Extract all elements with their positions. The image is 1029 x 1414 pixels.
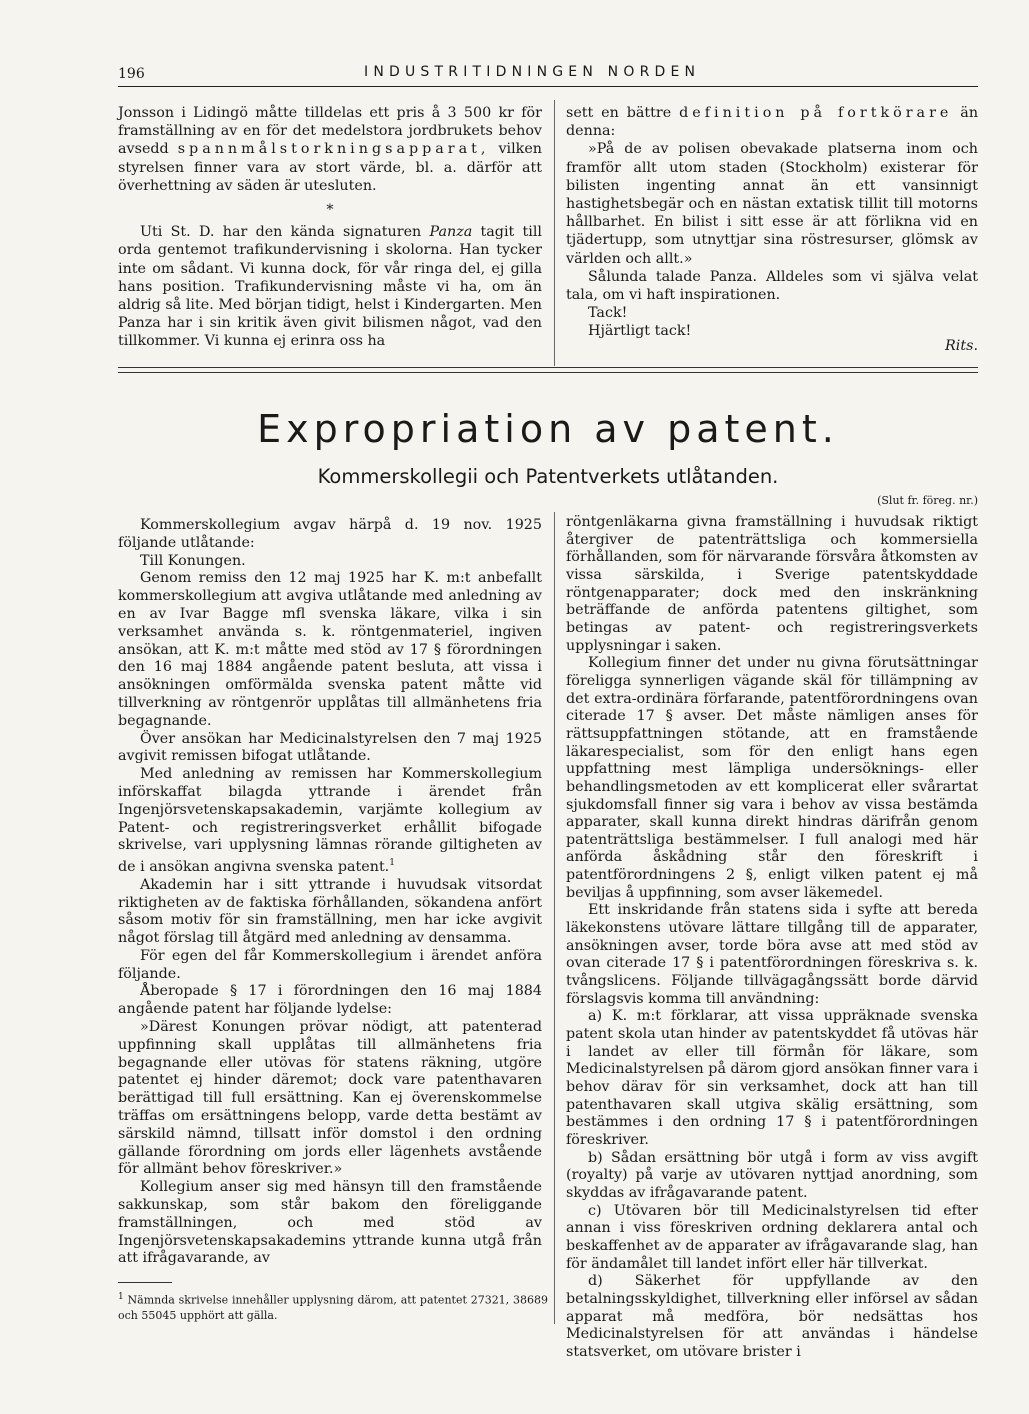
list-item-a: a) K. m:t förklarar, att vissa uppräknade svenska patent skola utan hinder av patentskyddet få utövas här i landet av eller till förmån för läkare, som Medicinalstyrelsen på därom gjord ansökan finner vara i behov därav för sin verksamhet, dock att han till patenthavaren skall utgiva skälig ersättning, som bestämmes i den ordning 17 § i patentförordningen föreskriver. bbox=[566, 1008, 978, 1148]
running-head: INDUSTRITIDNINGEN NORDEN bbox=[364, 64, 701, 80]
top-left-column bbox=[118, 104, 542, 351]
body-paragraph: Kollegium finner det under nu givna förutsättningar föreligga synnerligen vägande skäl för tillämpning av det extra-ordinära förfarande, patentförordningens ovan citerade 17 § avser. Det måste nämligen anses för rättsuppfattningen stötande, att en framstående läkarespecialist, som för den enligt hans egen uppfattning mest lämpliga undersöknings- eller behandlingsmetoden av ett komplicerat eller svårartat sjukdomsfall finner sig vara i behov av vissa bestämda apparater, skall kunna direkt hindras därifrån genom patenträttsliga bestämmelser. I full analogi med här anförda åskådning står den föreskrift i patentförordningens 2 §, enligt vilken patent ej må beviljas å uppfinning, som avser läkemedel. bbox=[566, 655, 978, 901]
body-paragraph bbox=[118, 766, 542, 877]
body-paragraph: Ett inskridande från statens sida i syfte att bereda läkekonstens utövare lättare tillgång till de apparater, ansökningen avser, torde böra avse att med stöd av ovan citerade 17 § i patentförordningen föreskriva s. k. tvångslicens. Följande tillvägagångssätt borde därvid förslagsvis komma till användning: bbox=[566, 902, 978, 1007]
body-paragraph: Akademin har i sitt yttrande i huvudsak vitsordat riktigheten av de faktiska förhållanden, sökandena anfört såsom motiv för sin framställning, men har icke avgivit något förslag till åtgärd med anledning av densamma. bbox=[118, 876, 542, 947]
body-paragraph: Genom remiss den 12 maj 1925 har K. m:t anbefallt kommerskollegium att avgiva utlåtande med anledning av en av Ivar Bagge mfl svenska läkare, vilka i sin verksamhet använda s. k. röntgenmateriel, ingiven ansökan, att K. m:t måtte med stöd av 17 § förordningen den 16 maj 1884 angående patent besluta, att vissa i ansökningen omförmälda svenska patent måtte vid tillverkning av röntgenrör upplåtas till allmänhetens fria begagnande. bbox=[118, 570, 542, 729]
spaced-term: definition på fortkörare bbox=[679, 105, 953, 121]
list-item-c: c) Utövaren bör till Medicinalstyrelsen tid efter annan i viss föreskriven ordning deklarera antal och beskaffenhet av de apparater av ifrågavarande slag, han för ändamålet till landet infört eller här tillverkat. bbox=[566, 1202, 978, 1272]
bottom-right-column bbox=[566, 514, 978, 1362]
quote-paragraph: »På de av polisen obevakade platserna inom och framför allt utom staden (Stockholm) existerar för bilisten ingenting annat än ett vansinnigt hastighetsbegär och en nästan extatisk tillit till motorns hållbarhet. En bilist i sitt esse är att förlikna vid en tjädertupp, som utnyttjar sina röstresurser, glömsk av världen och allt.» bbox=[566, 141, 978, 267]
author-signature: Rits. bbox=[945, 337, 978, 354]
article-subtitle: Kommerskollegii och Patentverkets utlåtanden. bbox=[317, 465, 779, 488]
list-item-d: d) Säkerhet för uppfyllande av den betalningsskyldighet, tillverkning eller införsel av sådan apparat må medföra, bör nedsättas hos Medicinalstyrelsen för att användas i händelse statsverket, om utövare brister i bbox=[566, 1273, 978, 1360]
continued-note: (Slut fr. föreg. nr.) bbox=[877, 494, 978, 507]
column-divider bbox=[554, 512, 555, 1324]
body-paragraph: Åberopade § 17 i förordningen den 16 maj 1884 angående patent har följande lydelse: bbox=[118, 983, 542, 1018]
footnote-marker: 1 bbox=[389, 858, 395, 869]
section-rule bbox=[118, 372, 978, 373]
thanks-line-2: Hjärtligt tack! bbox=[588, 323, 692, 340]
text-segment: Jonsson i Lidingö måtte tilldelas ett pris å 3 500 kr för framställning av en för det medelstora jordbrukets behov avsedd bbox=[118, 105, 542, 158]
thanks-line: Tack! bbox=[588, 305, 628, 322]
top-right-paragraph-3: Sålunda talade Panza. Alldeles som vi själva velat tala, om vi haft inspirationen. bbox=[566, 268, 978, 304]
text-segment: tagit till orda gentemot trafikundervisning i skolorna. Han tycker inte om sådant. Vi kunna dock, för vår ringa del, ej gilla hans position. Trafikundervisning måste vi ha, om än aldrig så lite. Med början tidigt, helst i Kindergarten. Men Panza har i sin kritik även givit bilismen något, vad den tillkommer. Vi kunna ej erinra oss ha bbox=[118, 224, 542, 350]
text-segment: vilken styrelsen finner vara av stort värde, bl. a. därför att överhettning av säden är utesluten. bbox=[118, 141, 543, 194]
signature-panza: Panza bbox=[429, 224, 473, 241]
top-right-paragraph-1 bbox=[566, 104, 978, 140]
spaced-term: spannmålstorkningsapparat, bbox=[177, 141, 490, 158]
top-right-column bbox=[566, 104, 978, 355]
body-paragraph: För egen del får Kommerskollegium i ärendet anföra följande. bbox=[118, 947, 542, 982]
bottom-left-column bbox=[118, 517, 542, 1268]
statute-quote: »Därest Konungen prövar nödigt, att patenterad uppfinning skall upplåtas till allmänhetens fria begagnande eller utövas för statens räkning, utgöre patentet ej hinder däremot; dock vare patenthavaren berättigad till full ersättning. Kan ej överenskommelse träffas om ersättningens belopp, varde detta bestämt av särskild nämnd, tillsatt inför domstol i den ordning gällande förordning om jords eller lägenhets avstående för allmänt behov föreskriver.» bbox=[118, 1019, 542, 1178]
section-rule bbox=[118, 367, 978, 368]
header-rule bbox=[118, 86, 978, 87]
page-header bbox=[118, 64, 978, 86]
body-paragraph: Kollegium anser sig med hänsyn till den framstående sakkunskap, som står bakom den föreliggande framställningen, och med stöd av Ingenjörsvetenskapsakademins yttrande kunna utgå från att ifrågavarande, av bbox=[118, 1179, 542, 1267]
text-segment: Med anledning av remissen har Kommerskollegium införskaffat bilagda yttrande i ärendet från Ingenjörsvetenskapsakademin, varjämte kollegium av Patent- och registreringsverket erhållit bifogade skrivelse, vari upplysning lämnas rörande giltigheten av de i ansökan angivna svenska patent. bbox=[118, 766, 542, 875]
body-paragraph: Över ansökan har Medicinalstyrelsen den 7 maj 1925 avgivit remissen bifogat utlåtande. bbox=[118, 730, 542, 765]
page-number: 196 bbox=[118, 66, 145, 82]
salutation: Till Konungen. bbox=[140, 552, 246, 569]
footnote bbox=[118, 1290, 548, 1323]
footnote-rule bbox=[118, 1282, 172, 1283]
body-paragraph: röntgenläkarna givna framställning i huvudsak riktigt återgiver de patenträttsliga och kommersiella förhållanden, som för närvarande försvåra åtkomsten av vissa särskilda, i Sverige patentskyddade röntgenapparater; dock med den inskränkning beträffande de anförda patentens giltighet, som betingas av patent- och registreringsverkets upplysningar i saken. bbox=[566, 514, 978, 654]
text-segment: Uti St. D. har den kända signaturen bbox=[140, 224, 422, 241]
article-title: Expropriation av patent. bbox=[257, 407, 839, 451]
top-left-paragraph-2 bbox=[118, 223, 542, 350]
section-asterisk: * bbox=[326, 202, 334, 219]
footnote-text: Nämnda skrivelse innehåller upplysning därom, att patentet 27321, 38689 och 55045 upphört att gälla. bbox=[118, 1293, 548, 1322]
text-segment: än denna: bbox=[566, 105, 979, 140]
footnote-number: 1 bbox=[118, 1292, 124, 1302]
text-segment: sett en bättre bbox=[566, 105, 672, 121]
top-left-paragraph-1 bbox=[118, 104, 542, 195]
list-item-b: b) Sådan ersättning bör utgå i form av viss avgift (royalty) på varje av utövaren nyttjad anordning, som skyddas av ifrågavarande patent. bbox=[566, 1149, 978, 1201]
body-paragraph: Kommerskollegium avgav härpå d. 19 nov. 1925 följande utlåtande: bbox=[118, 517, 542, 551]
column-divider bbox=[554, 100, 555, 366]
